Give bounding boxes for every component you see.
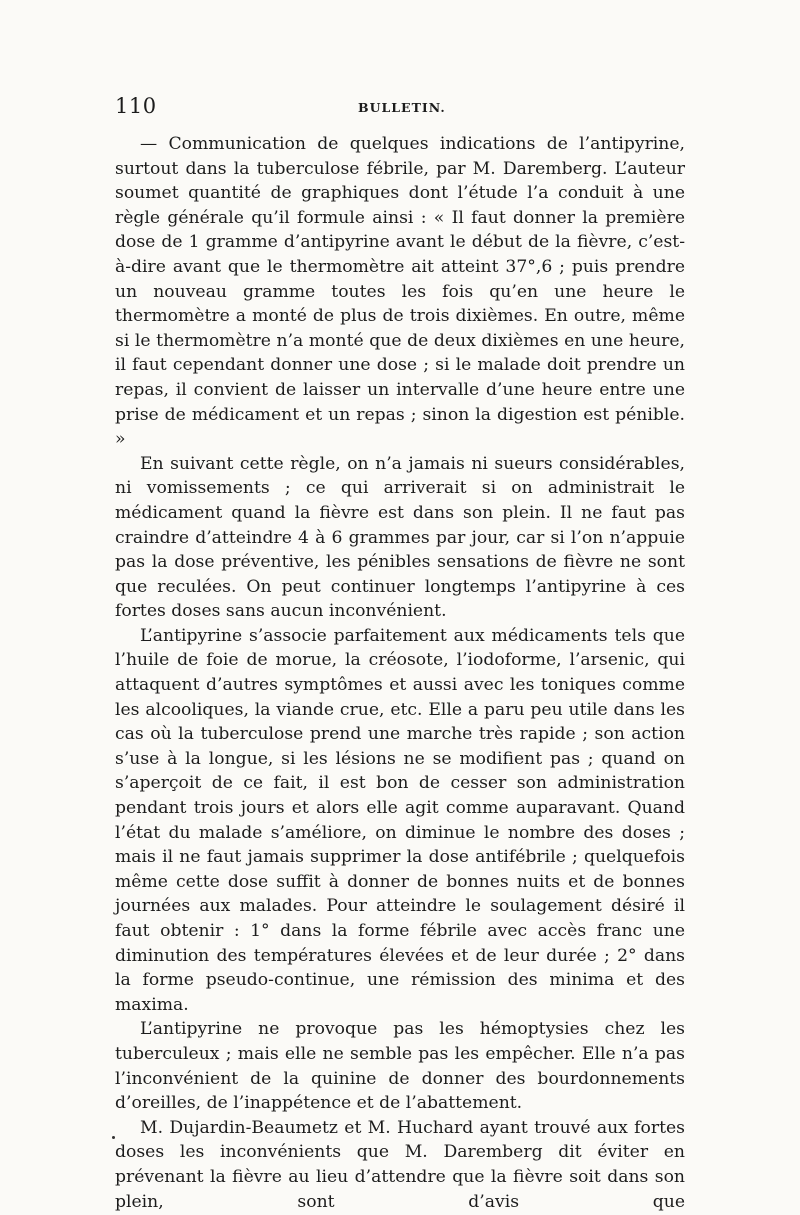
paragraph-dujardin-beaumetz: M. Dujardin-Beaumetz et M. Huchard ayant trouvé aux fortes doses les inconvénients que M. Daremberg dit éviter en prévenant la fièvre au lieu d’attendre que la fièvre soit dans son plein, sont d’avis que [115, 1117, 685, 1212]
paragraph-hemoptysies: L’antipyrine ne provoque pas les hémoptysies chez les tuberculeux ; mais elle ne semble pas les empêcher. Elle n’a pas l’inconvénient de la quinine de donner des bourdonnements d’oreilles, de l’inappétence et de l’abattement. [115, 1019, 685, 1114]
paragraph-communication: — Communication de quelques indications de l’antipyrine, surtout dans la tuberculose fébrile, par M. Daremberg. L’auteur soumet quantité de graphiques dont l’étude l’a conduit à une règle générale qu’il formule ainsi : « Il faut donner la première dose de 1 gramme d’antipyrine avant le début de la fièvre, c’est-à-dire avant que le thermomètre ait atteint 37°,6 ; puis prendre un nouveau gramme toutes les fois qu’en une heure le thermomètre a monté de plus de trois dixièmes. En outre, même si le thermomètre n’a monté que de deux dixièmes en une heure, il faut cependant donner une dose ; si le malade doit prendre un repas, il convient de laisser un intervalle d’une heure entre une prise de médicament et un repas ; sinon la digestion est pénible. » [115, 134, 685, 450]
body-text [115, 132, 685, 1214]
page-header [115, 94, 685, 124]
paragraph-association: L’antipyrine s’associe parfaitement aux médicaments tels que l’huile de foie de morue, la créosote, l’iodoforme, l’arsenic, qui attaquent d’autres symptômes et aussi avec les toniques comme les alcooliques, la viande crue, etc. Elle a paru peu utile dans les cas où la tuberculose prend une marche très rapide ; son action s’use à la longue, si les lésions ne se modifient pas ; quand on s’aperçoit de ce fait, il est bon de cesser son administration pendant trois jours et alors elle agit comme auparavant. Quand l’état du malade s’améliore, on diminue le nombre des doses ; mais il ne faut jamais supprimer la dose antifébrile ; quelquefois même cette dose suffit à donner de bonnes nuits et de bonnes journées aux malades. Pour atteindre le soulagement désiré il faut obtenir : 1° dans la forme fébrile avec accès franc une diminution des températures élevées et de leur durée ; 2° dans la forme pseudo-continue, une rémission des minima et des maxima. [115, 625, 685, 1015]
page-number: 110 [115, 94, 157, 118]
paragraph-regle: En suivant cette règle, on n’a jamais ni sueurs considérables, ni vomissements ; ce qui arriverait si on administrait le médicament quand la fièvre est dans son plein. Il ne faut pas craindre d’atteindre 4 à 6 grammes par jour, car si l’on n’appuie pas la dose préventive, les pénibles sensations de fièvre ne sont que reculées. On peut continuer longtemps l’antipyrine à ces fortes doses sans aucun inconvénient. [115, 453, 685, 622]
running-title: BULLETIN. [358, 100, 446, 115]
ink-speck [112, 1136, 115, 1139]
